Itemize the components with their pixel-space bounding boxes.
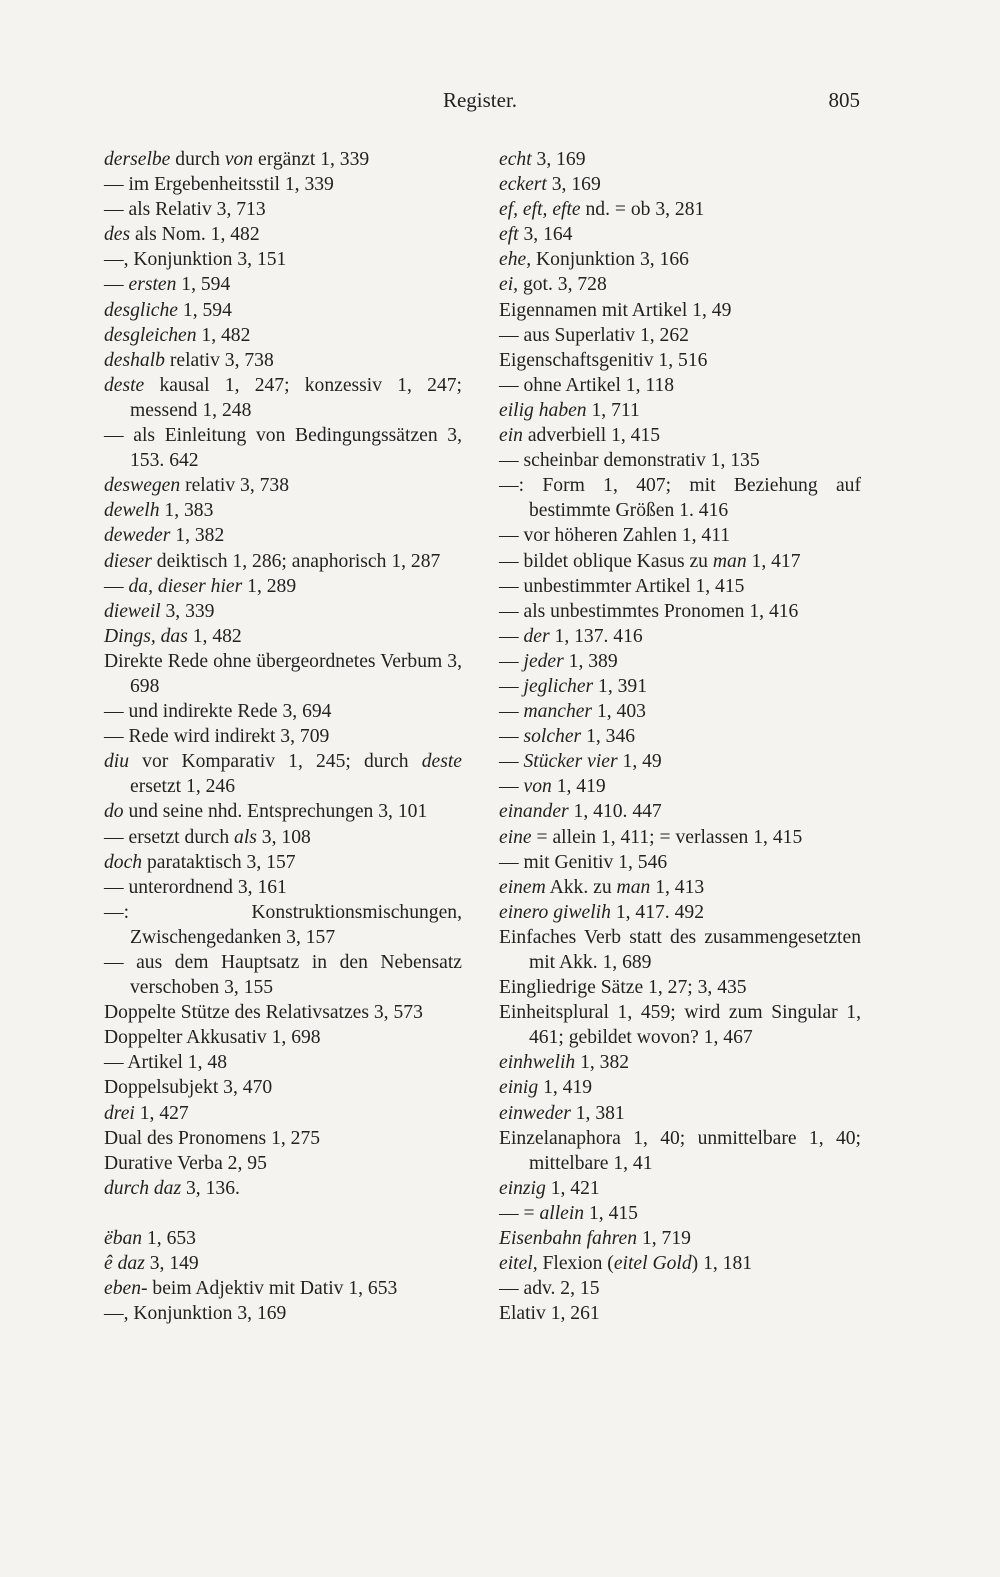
entry-text: Einfaches Verb statt des zusammengesetzten mit Akk. 1, 689 xyxy=(499,926,861,973)
entry-keyword: von xyxy=(224,149,254,170)
index-entry xyxy=(499,599,861,624)
index-entry xyxy=(104,373,462,423)
entry-keyword: einweder xyxy=(499,1102,571,1124)
entry-text: — und indirekte Rede 3, 694 xyxy=(104,701,332,723)
entry-text: — aus dem Hauptsatz in den Nebensatz verschoben 3, 155 xyxy=(104,952,462,999)
index-entry xyxy=(104,473,462,498)
entry-text: — xyxy=(499,726,524,748)
entry-text: 1, 346 xyxy=(581,726,636,748)
entry-text: — bildet oblique Kasus zu xyxy=(499,550,713,572)
entry-text: 1, 410. 447 xyxy=(568,801,662,823)
entry-keyword: einig xyxy=(499,1077,539,1099)
entry-text: — scheinbar demonstrativ 1, 135 xyxy=(499,450,760,472)
entry-text: Doppelter Akkusativ 1, 698 xyxy=(104,1027,321,1049)
entry-keyword: der xyxy=(523,625,550,647)
entry-text: Akk. zu xyxy=(545,876,617,898)
entry-text: — xyxy=(499,650,524,672)
entry-text: und seine nhd. Entsprechungen 3, 101 xyxy=(123,801,428,823)
index-entry xyxy=(499,749,861,774)
index-entry xyxy=(104,1251,462,1276)
index-entry xyxy=(499,222,861,247)
entry-keyword: dieweil xyxy=(104,600,161,622)
entry-text: 1, 417. 492 xyxy=(610,901,704,923)
index-entry xyxy=(104,574,462,599)
entry-text: Konjunktion 3, 166 xyxy=(531,249,689,271)
index-entry xyxy=(499,272,861,297)
entry-text: Elativ 1, 261 xyxy=(499,1303,600,1325)
index-entry xyxy=(104,699,462,724)
index-entry xyxy=(104,799,462,824)
entry-text: —: Form 1, 407; mit Beziehung auf bestimmte Größen 1. 416 xyxy=(499,475,861,522)
index-entry xyxy=(104,1151,462,1176)
entry-text: — unterordnend 3, 161 xyxy=(104,876,287,898)
index-entry xyxy=(499,323,861,348)
entry-text: Eigenschaftsgenitiv 1, 516 xyxy=(499,349,708,371)
entry-keyword: solcher xyxy=(523,726,582,748)
entry-keyword: deweder xyxy=(104,525,171,547)
entry-text: 1, 427 xyxy=(134,1102,189,1124)
entry-text: 1, 653 xyxy=(142,1227,196,1249)
index-entry xyxy=(499,549,861,574)
entry-text: got. 3, 728 xyxy=(518,274,607,296)
entry-text: ergänzt 1, 339 xyxy=(253,149,370,170)
entry-text: 1, 482 xyxy=(187,625,242,647)
entry-keyword: man xyxy=(616,876,651,898)
entry-text: kausal 1, 247; konzessiv 1, 247; messend 1, 248 xyxy=(130,374,462,421)
index-entry xyxy=(104,875,462,900)
entry-keyword: deswegen xyxy=(104,475,181,497)
entry-keyword: einem xyxy=(499,876,546,898)
entry-keyword: Dings, das xyxy=(104,625,188,647)
index-entry xyxy=(499,674,861,699)
entry-keyword: diu xyxy=(104,751,130,773)
entry-text: 3, 339 xyxy=(160,600,215,622)
entry-keyword: ê daz xyxy=(104,1253,145,1275)
index-entry xyxy=(499,825,861,850)
index-entry xyxy=(499,624,861,649)
entry-text: 3, 149 xyxy=(144,1253,199,1275)
entry-text: parataktisch 3, 157 xyxy=(142,851,296,873)
entry-text: 1, 391 xyxy=(593,675,648,697)
entry-text: beim Adjektiv mit Dativ 1, 653 xyxy=(147,1278,398,1300)
index-entry xyxy=(104,1301,462,1326)
entry-text: 1, 137. 416 xyxy=(549,625,643,647)
entry-text: — als Relativ 3, 713 xyxy=(104,199,266,221)
index-entry xyxy=(104,222,462,247)
index-entry xyxy=(499,1075,861,1100)
entry-keyword: mancher xyxy=(523,701,593,723)
entry-text: Dual des Pronomens 1, 275 xyxy=(104,1127,321,1149)
entry-text: — xyxy=(499,625,524,647)
index-entry xyxy=(104,1025,462,1050)
entry-keyword: deste xyxy=(104,374,145,396)
index-entry xyxy=(499,1251,861,1276)
entry-text: ) 1, 181 xyxy=(691,1253,753,1275)
entry-keyword: deshalb xyxy=(104,349,165,371)
index-entry xyxy=(104,298,462,323)
entry-text: —: Konstruktionsmischungen, Zwischengedanken 3, 157 xyxy=(104,901,462,948)
entry-keyword: durch daz xyxy=(104,1177,182,1199)
entry-keyword: einhwelih xyxy=(499,1052,576,1074)
index-entry xyxy=(104,272,462,297)
entry-text: — im Ergebenheitsstil 1, 339 xyxy=(104,174,334,196)
entry-text: 3, 108 xyxy=(256,826,311,848)
index-entry xyxy=(499,473,861,523)
entry-text: deiktisch 1, 286; anaphorisch 1, 287 xyxy=(151,550,441,572)
entry-keyword: do xyxy=(104,801,124,823)
index-entry xyxy=(499,1226,861,1251)
index-entry xyxy=(499,1301,861,1326)
entry-keyword: doch xyxy=(104,851,143,873)
index-entry xyxy=(104,197,462,222)
entry-text: 3, 169 xyxy=(546,174,601,196)
entry-keyword: desgleichen xyxy=(104,324,197,346)
entry-keyword: als xyxy=(234,826,257,848)
entry-keyword: Stücker vier xyxy=(523,751,618,773)
index-entry xyxy=(499,197,861,222)
entry-keyword: da, dieser hier xyxy=(128,575,243,597)
entry-text: relativ 3, 738 xyxy=(180,475,290,497)
entry-keyword: derselbe xyxy=(104,149,171,170)
entry-text: 1, 419 xyxy=(538,1077,593,1099)
entry-keyword: jeglicher xyxy=(523,675,594,697)
entry-keyword: ersten xyxy=(128,274,177,296)
entry-text: 1, 711 xyxy=(586,399,640,421)
entry-keyword: einzig xyxy=(499,1177,546,1199)
index-entry xyxy=(499,398,861,423)
entry-keyword: echt xyxy=(499,149,532,170)
entry-keyword: ëban xyxy=(104,1227,143,1249)
index-entry xyxy=(104,423,462,473)
entry-text: 1, 594 xyxy=(178,299,232,321)
index-entry xyxy=(499,1176,861,1201)
entry-text: Durative Verba 2, 95 xyxy=(104,1152,267,1174)
entry-keyword: dewelh xyxy=(104,500,160,522)
index-entry xyxy=(104,724,462,749)
entry-text: 1, 389 xyxy=(563,650,618,672)
index-entry xyxy=(499,1101,861,1126)
entry-text: — xyxy=(104,575,129,597)
index-entry xyxy=(499,1126,861,1176)
entry-text: — Artikel 1, 48 xyxy=(104,1052,227,1074)
entry-keyword: ehe, xyxy=(499,249,532,271)
index-entry xyxy=(104,950,462,1000)
index-entry xyxy=(104,1101,462,1126)
entry-text: — xyxy=(499,751,524,773)
index-entry xyxy=(104,749,462,799)
index-entry xyxy=(104,172,462,197)
index-entry xyxy=(104,323,462,348)
index-column-right xyxy=(499,147,861,1326)
entry-keyword: einero giwelih xyxy=(499,901,611,923)
index-entry xyxy=(499,1201,861,1226)
entry-text: — als unbestimmtes Pronomen 1, 416 xyxy=(499,600,799,622)
entry-text: als Nom. 1, 482 xyxy=(130,224,260,246)
entry-text: = allein 1, 411; = verlassen 1, 415 xyxy=(531,826,803,848)
entry-text: 1, 421 xyxy=(545,1177,600,1199)
entry-text: 3, 164 xyxy=(518,224,573,246)
entry-keyword: Eisenbahn fahren xyxy=(499,1228,638,1250)
index-entry xyxy=(104,247,462,272)
entry-text: adverbiell 1, 415 xyxy=(522,425,661,447)
entry-keyword: eilig haben xyxy=(499,399,587,421)
entry-text: 3, 169 xyxy=(531,149,586,170)
entry-text: Einzelanaphora 1, 40; unmittelbare 1, 40; mittelbare 1, 41 xyxy=(499,1127,861,1174)
entry-text: — mit Genitiv 1, 546 xyxy=(499,851,668,873)
entry-text: Direkte Rede ohne übergeordnetes Verbum 3, 698 xyxy=(104,650,462,697)
entry-text: — vor höheren Zahlen 1, 411 xyxy=(499,525,731,547)
index-entry xyxy=(499,925,861,975)
entry-text: 1, 381 xyxy=(570,1102,625,1124)
index-entry xyxy=(104,1050,462,1075)
entry-text: — = xyxy=(499,1202,540,1224)
entry-keyword: man xyxy=(712,550,747,572)
index-entry xyxy=(499,574,861,599)
entry-text: 1, 415 xyxy=(584,1202,638,1224)
index-entry xyxy=(499,373,861,398)
entry-keyword: ein xyxy=(499,425,523,447)
entry-text: Eigennamen mit Artikel 1, 49 xyxy=(499,299,732,321)
entry-keyword: ef, eft, efte xyxy=(499,199,581,221)
index-entry xyxy=(499,448,861,473)
header-title: Register. xyxy=(442,88,518,112)
entry-text: 1, 594 xyxy=(176,274,231,296)
entry-text: 1, 413 xyxy=(650,876,705,898)
entry-text: — unbestimmter Artikel 1, 415 xyxy=(499,575,745,597)
entry-keyword: einander xyxy=(499,801,569,823)
entry-keyword: eben- xyxy=(104,1278,148,1300)
index-entry xyxy=(499,850,861,875)
index-entry xyxy=(104,850,462,875)
index-column-left xyxy=(104,147,462,1326)
entry-text: — xyxy=(499,701,524,723)
entry-text: —, Konjunktion 3, 169 xyxy=(104,1303,287,1325)
index-entry xyxy=(499,147,861,172)
running-header xyxy=(100,88,860,120)
index-entry xyxy=(499,799,861,824)
index-entry xyxy=(499,1050,861,1075)
entry-text: — xyxy=(499,675,524,697)
index-entry xyxy=(104,1126,462,1151)
index-entry xyxy=(499,423,861,448)
entry-keyword: eckert xyxy=(499,174,547,196)
index-entry xyxy=(499,900,861,925)
entry-text: durch xyxy=(170,149,225,170)
index-entry xyxy=(499,1276,861,1301)
entry-text: Doppelsubjekt 3, 470 xyxy=(104,1077,273,1099)
entry-keyword: jeder xyxy=(523,650,564,672)
index-entry xyxy=(499,1000,861,1050)
entry-keyword: von xyxy=(523,776,552,798)
entry-keyword: eft xyxy=(499,224,519,246)
index-entry xyxy=(499,875,861,900)
index-entry xyxy=(499,172,861,197)
entry-keyword: eitel, xyxy=(499,1253,538,1275)
index-entry xyxy=(499,348,861,373)
index-entry xyxy=(499,523,861,548)
entry-text: Eingliedrige Sätze 1, 27; 3, 435 xyxy=(499,977,747,999)
index-entry xyxy=(104,649,462,699)
entry-keyword: drei xyxy=(104,1102,135,1124)
entry-text: 1, 49 xyxy=(617,751,662,773)
index-entry xyxy=(499,247,861,272)
index-entry xyxy=(104,523,462,548)
entry-text: ersetzt 1, 246 xyxy=(130,776,236,798)
entry-text: — ohne Artikel 1, 118 xyxy=(499,374,675,396)
entry-text: 1, 417 xyxy=(746,550,801,572)
entry-text: nd. = ob 3, 281 xyxy=(580,199,705,221)
entry-text: 1, 403 xyxy=(592,701,646,723)
index-entry xyxy=(104,624,462,649)
entry-keyword: des xyxy=(104,224,131,246)
entry-keyword: desgliche xyxy=(104,299,178,321)
entry-text: —, Konjunktion 3, 151 xyxy=(104,249,287,271)
index-entry xyxy=(104,498,462,523)
index-entry xyxy=(104,348,462,373)
index-entry xyxy=(104,549,462,574)
entry-text: vor Komparativ 1, 245; durch xyxy=(129,751,422,773)
entry-text: 1, 383 xyxy=(159,500,214,522)
entry-keyword: deste xyxy=(421,751,462,773)
entry-text: — xyxy=(104,274,129,296)
index-entry xyxy=(499,699,861,724)
entry-keyword: ei, xyxy=(499,274,519,296)
entry-text: — ersetzt durch xyxy=(104,826,235,848)
index-entry xyxy=(104,147,462,172)
entry-text: Doppelte Stütze des Relativsatzes 3, 573 xyxy=(104,1002,423,1024)
index-entry xyxy=(499,724,861,749)
entry-text: 1, 482 xyxy=(196,324,251,346)
entry-keyword: eine xyxy=(499,826,532,848)
entry-text: — aus Superlativ 1, 262 xyxy=(499,324,689,346)
index-entry xyxy=(104,599,462,624)
index-entry xyxy=(104,825,462,850)
index-entry xyxy=(104,1276,462,1301)
index-entry xyxy=(104,900,462,950)
entry-text: — Rede wird indirekt 3, 709 xyxy=(104,726,330,748)
entry-keyword: allein xyxy=(539,1202,585,1224)
entry-text: 1, 289 xyxy=(242,575,297,597)
index-entry xyxy=(104,1226,462,1251)
index-entry xyxy=(499,774,861,799)
index-entry xyxy=(499,298,861,323)
index-entry xyxy=(104,1075,462,1100)
entry-text: 3, 136. xyxy=(181,1177,240,1199)
page-number: 805 xyxy=(828,88,860,112)
index-entry xyxy=(499,975,861,1000)
entry-text: 1, 382 xyxy=(170,525,225,547)
entry-text: 1, 382 xyxy=(575,1052,630,1074)
index-entry xyxy=(499,649,861,674)
entry-text: — adv. 2, 15 xyxy=(499,1278,600,1300)
entry-text: — als Einleitung von Bedingungssätzen 3, 153. 642 xyxy=(104,425,462,472)
entry-text: 1, 419 xyxy=(551,776,606,798)
entry-text: — xyxy=(499,776,524,798)
index-entry xyxy=(104,1176,462,1201)
entry-keyword: dieser xyxy=(104,550,152,572)
entry-text: relativ 3, 738 xyxy=(164,349,274,371)
entry-text: Flexion ( xyxy=(537,1253,614,1275)
entry-keyword: eitel Gold xyxy=(613,1253,692,1275)
index-entry xyxy=(104,1000,462,1025)
entry-text: 1, 719 xyxy=(637,1228,691,1250)
entry-text: Einheitsplural 1, 459; wird zum Singular 1, 461; gebildet wovon? 1, 467 xyxy=(499,1002,861,1049)
